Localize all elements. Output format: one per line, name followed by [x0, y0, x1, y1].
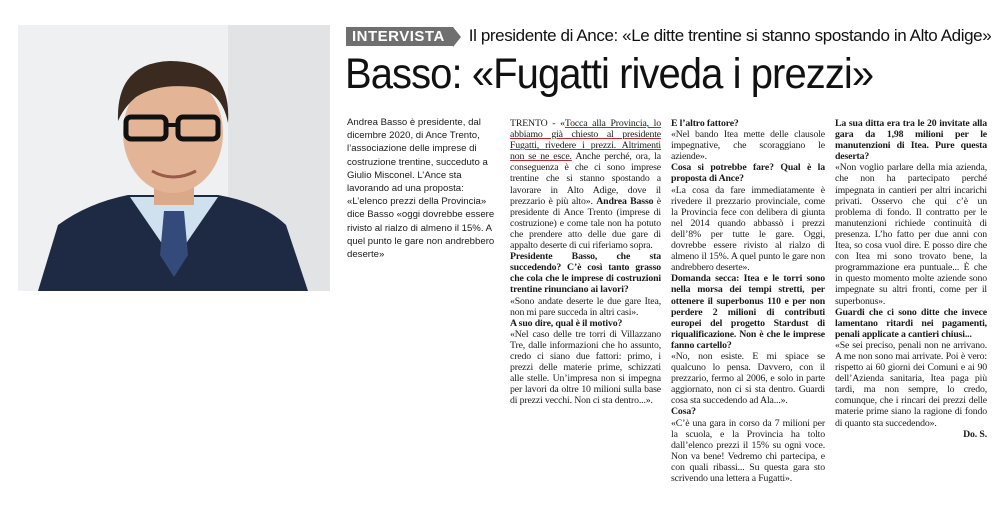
kicker-text: Il presidente di Ance: «Le ditte trentine si stanno spostando in Alto Adige» [468, 26, 992, 45]
answer: «No, non esiste. E mi spiace se qualcuno lo pensa. Davvero, con il prezzario, fermo al 2006, e solo in parte aggiornato, non ci si sta dentro. Guardi cosa sta succedendo ad Ala...». [671, 350, 825, 407]
lead-text: Anche perché, ora, la conseguenza è che ci sono imprese trentine che si stanno spostando a lavorare in Alto Adige, dove il prezzario è più alto». [510, 151, 661, 207]
article-column-3 [835, 118, 987, 440]
question: Guardi che ci sono ditte che invece lamentano ritardi nei pagamenti, penali applicate a cantieri chiusi... [835, 306, 987, 340]
question: Domanda secca: Itea e le torri sono nella morsa dei tempi stretti, per ottenere il superbonus 110 e per non perdere 2 milioni di contributi europei del progetto Stardust di riqualificazione. Non è che le imprese fanno cartello? [671, 273, 825, 351]
article-column-1 [510, 118, 661, 406]
answer: «Sono andate deserte le due gare Itea, non mi pare succeda in altri casi». [510, 295, 661, 318]
question: E l’altro fattore? [671, 118, 739, 129]
question: Cosa si potrebbe fare? Qual è la proposta di Ance? [671, 162, 825, 185]
answer: «Nel caso delle tre torri di Villazzano Tre, dalle informazioni che ho assunto, credo ci siano due fattori: primo, i prezzi delle materie prime, schizzati alle stelle. Un’impresa non si impegna per lavori da oltre 10 milioni sulla base di prezzi vecchi. Non ci sta dentro...». [510, 328, 661, 407]
question: La sua ditta era tra le 20 invitate alla gara da 1,98 milioni per le manutenzioni di Itea. Pure questa deserta? [835, 118, 987, 163]
headline: Basso: «Fugatti riveda i prezzi» [345, 50, 874, 98]
question: A suo dire, qual è il motivo? [510, 317, 623, 329]
dateline: TRENTO - « [510, 118, 565, 129]
intro-box: Andrea Basso è presidente, dal dicembre 2020, di Ance Trento, l’associazione delle imprese di costruzione trentine, succeduto a Giulio Misconel. L’Ance sta lavorando ad una proposta: «L’elenco prezzi della Provincia» dice Basso «oggi dovrebbe essere rivisto al rialzo di almeno il 15%. A quel punto le gare non andrebbero deserte» [347, 117, 495, 261]
section-tag: INTERVISTA [346, 27, 453, 46]
interview-photo [18, 25, 330, 291]
answer: «Nel bando Itea mette delle clausole impegnative, che scoraggiano le aziende». [671, 129, 825, 163]
interviewee-name: Andrea Basso [596, 195, 654, 207]
author-signature: Do. S. [963, 428, 987, 440]
answer: «Non voglio parlare della mia azienda, che non ha partecipato perché impegnata in cantieri per altri incarichi privati. Osservo che qui c’è un problema di fondo. Il contratto per le manutenzioni richiede continuità di presenza. L’ho fatto per due anni con Itea, so cosa vuol dire. E posso dire che con Itea mi sono trovato bene, la programmazione era puntuale... È che in questo momento molte aziende sono impegnate su altri fronti, come per il superbonus». [835, 162, 987, 307]
question: Cosa? [671, 406, 696, 418]
answer: «Se sei preciso, penali non ne arrivano. A me non sono mai arrivate. Poi è vero: rispetto ai 60 giorni dei Comuni e ai 90 dell’Azienda sanitaria, Itea paga più tardi, ma non sempre, lo credo, comunque, che i rincari dei prezzi delle materie prime siano la ragione di fondo di quanto sta succedendo». [835, 339, 987, 429]
underlined-quote: Tocca alla Provincia, lo abbiamo già chiesto al presidente Fugatti, rivedere i prezzi. Altrimenti non se ne esce. [510, 118, 662, 163]
lead-tail: è presidente di Ance Trento (imprese di costruzione) e come tale non ha potuto che prendere atto delle due gare di appalto deserte di cui riferiamo sopra. [510, 195, 662, 252]
question: Presidente Basso, che sta succedendo? C’è così tanto grasso che cola che le imprese di costruzioni trentine rinunciano ai lavori? [510, 251, 661, 296]
lead-paragraph [510, 118, 661, 251]
portrait-illustration [18, 25, 330, 291]
answer: «C’è una gara in corso da 7 milioni per la scuola, e la Provincia ha tolto dall’elenco prezzi il 15% su ogni voce. Non va bene! Vedremo chi partecipa, e con quali ribassi... Su questa gara sto scrivendo una lettera a Fugatti». [671, 417, 825, 484]
kicker-bar [346, 26, 991, 46]
answer: «La cosa da fare immediatamente è rivedere il prezzario provinciale, come la Provincia fece con delibera di giunta nel 2014 quando abbassò i prezzi dell’8% per tutte le gare. Oggi, dovrebbe essere rivisto al rialzo di almeno il 15%. A quel punto le gare non andrebbero deserte». [671, 184, 825, 274]
article-column-2 [671, 118, 825, 484]
